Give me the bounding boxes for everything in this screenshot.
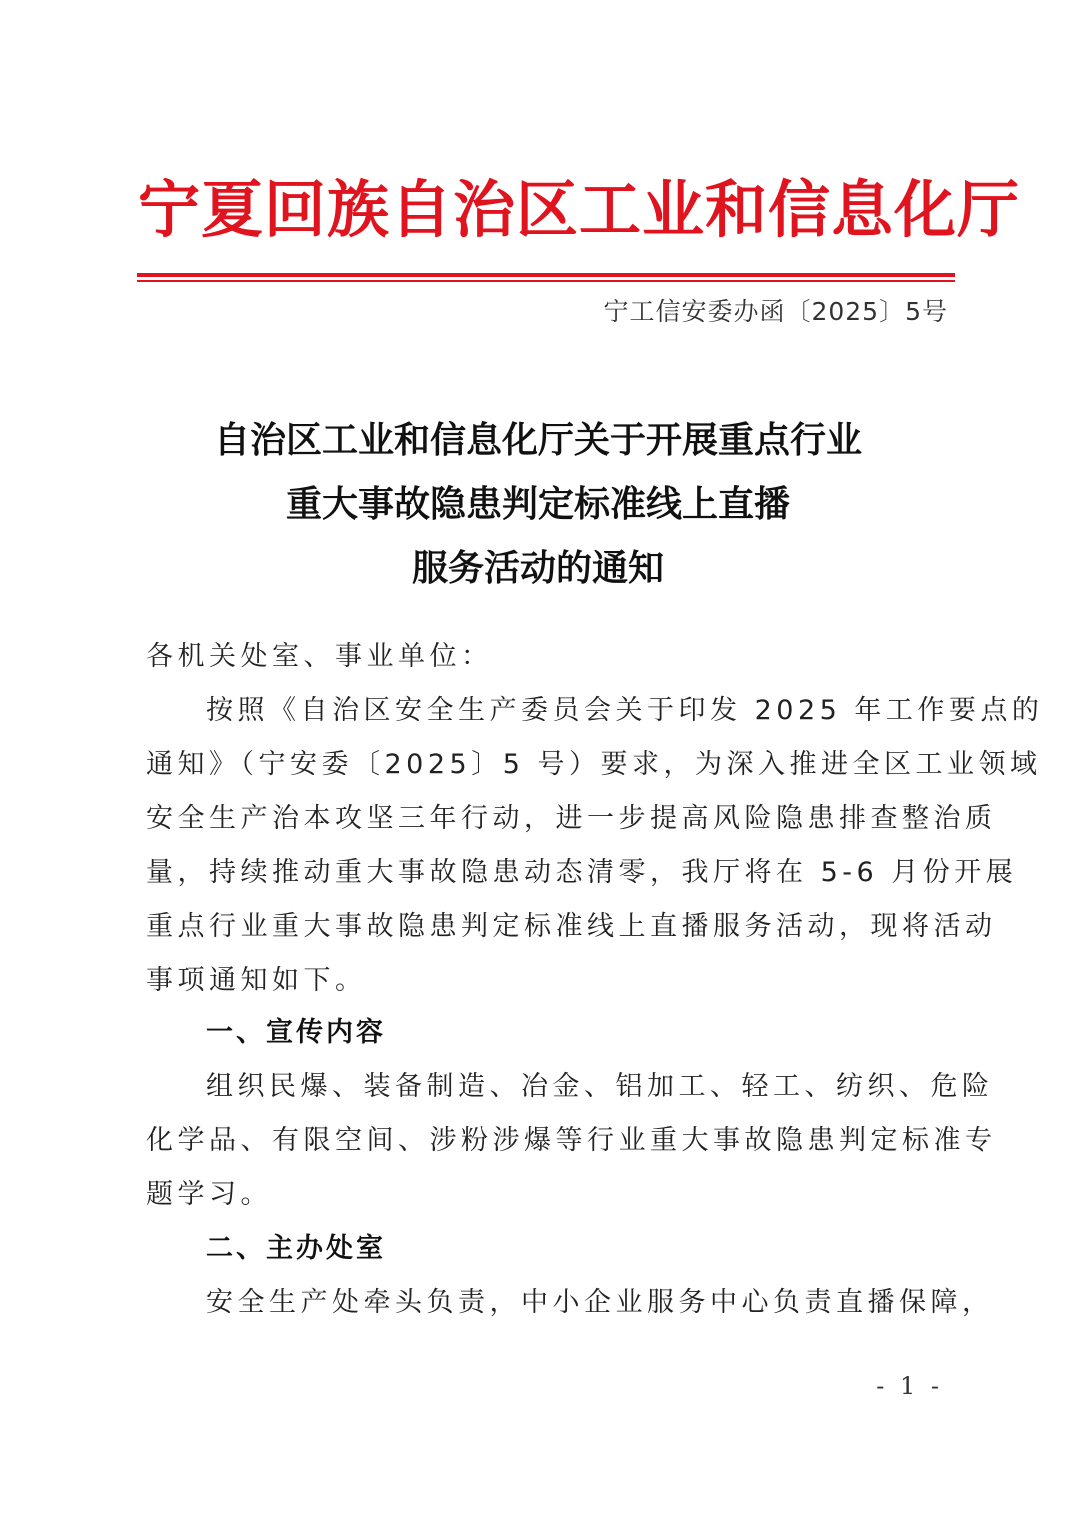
paragraph-line: 量，持续推动重大事故隐患动态清零，我厅将在 5-6 月份开展 <box>146 857 1018 888</box>
paragraph-line: 安全生产治本攻坚三年行动，进一步提高风险隐患排查整治质 <box>146 803 997 834</box>
document-number: 宁工信安委办函〔2025〕5号 <box>603 297 948 326</box>
red-separator-thick <box>137 273 955 277</box>
salutation: 各机关处室、事业单位： <box>146 641 493 672</box>
page-number: - 1 - <box>876 1372 943 1400</box>
red-separator-thin <box>137 280 955 282</box>
paragraph-content <box>146 1060 997 1222</box>
paragraph-line: 化学品、有限空间、涉粉涉爆等行业重大事故隐患判定标准专 <box>146 1125 997 1156</box>
paragraph-line: 安全生产处牵头负责，中小企业服务中心负责直播保障， <box>206 1287 994 1318</box>
document-title <box>138 408 938 600</box>
title-line: 自治区工业和信息化厅关于开展重点行业 <box>213 419 862 461</box>
paragraph-organizer <box>146 1276 994 1330</box>
title-line: 服务活动的通知 <box>411 547 664 589</box>
paragraph-line: 事项通知如下。 <box>146 965 367 996</box>
section-heading-content: 一、宣传内容 <box>206 1017 386 1048</box>
paragraph-line: 通知》（宁安委〔2025〕5 号）要求，为深入推进全区工业领域 <box>146 749 1042 780</box>
paragraph-line: 题学习。 <box>146 1179 272 1210</box>
section-heading-organizer: 二、主办处室 <box>206 1233 386 1264</box>
paragraph-line: 按照《自治区安全生产委员会关于印发 2025 年工作要点的 <box>206 695 1044 726</box>
issuing-organization-header: 宁夏回族自治区工业和信息化厅 <box>138 173 1021 246</box>
title-line: 重大事故隐患判定标准线上直播 <box>285 483 790 525</box>
paragraph-line: 重点行业重大事故隐患判定标准线上直播服务活动，现将活动 <box>146 911 997 942</box>
paragraph-line: 组织民爆、装备制造、冶金、铝加工、轻工、纺织、危险 <box>206 1071 994 1102</box>
paragraph-intro <box>146 684 1044 1008</box>
